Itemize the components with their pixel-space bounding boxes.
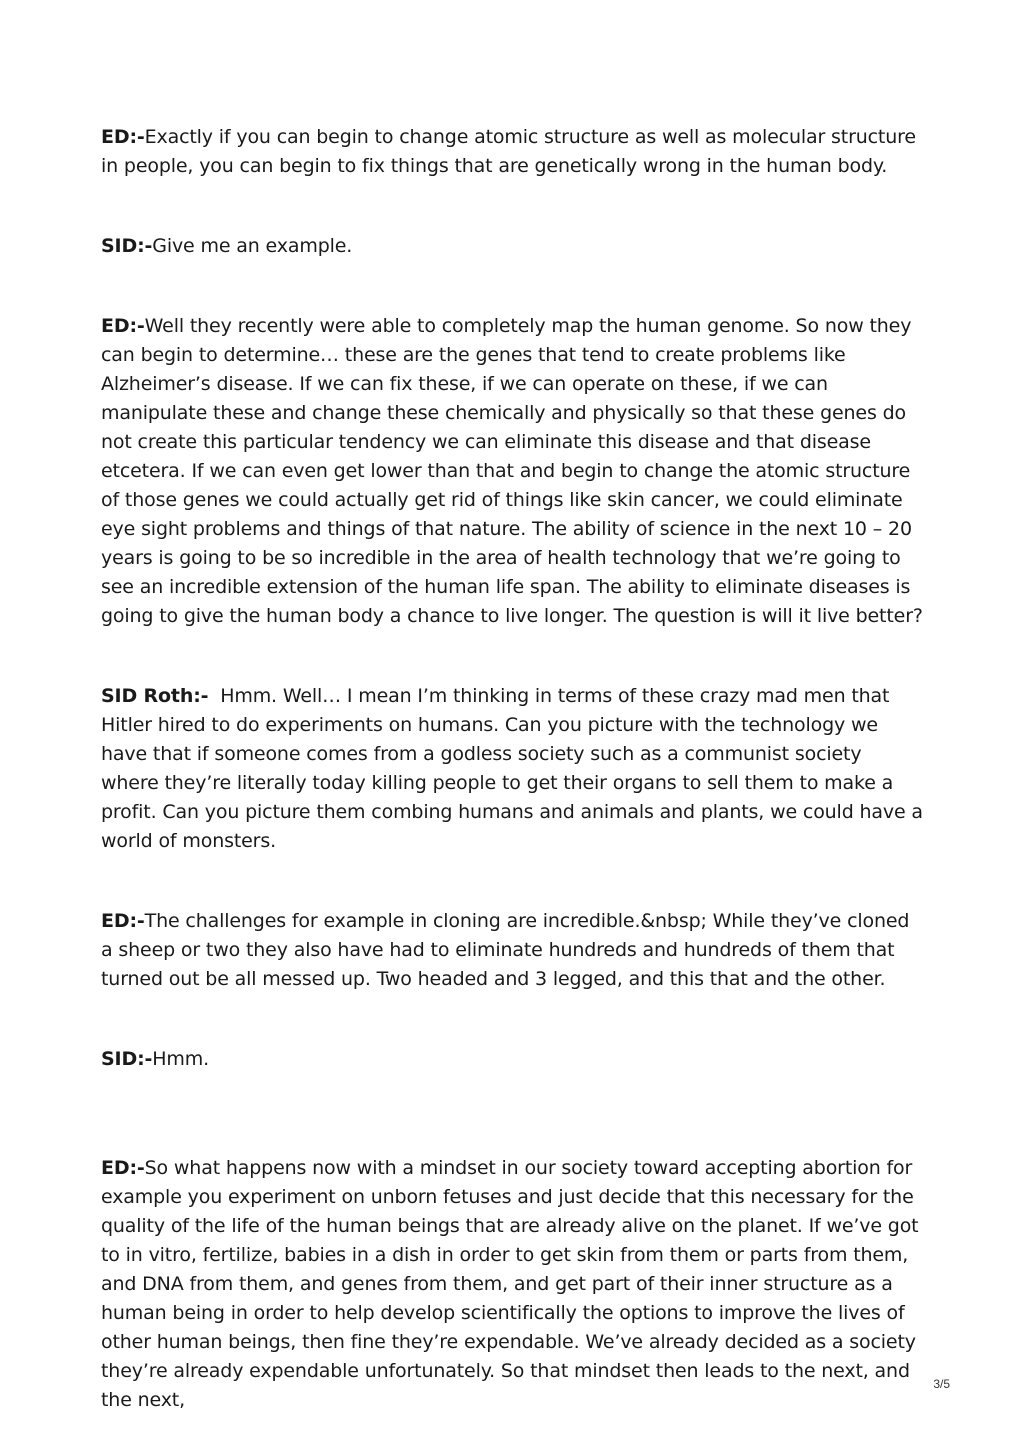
transcript-paragraph	[101, 123, 923, 181]
document-body	[101, 123, 929, 1415]
transcript-paragraph	[101, 1045, 923, 1074]
speaker-label: ED:-	[101, 315, 145, 337]
speaker-label: SID Roth:-	[101, 685, 209, 707]
page-number: 3/5	[933, 1377, 950, 1391]
speaker-label: ED:-	[101, 910, 145, 932]
speaker-label: SID:-	[101, 235, 153, 257]
transcript-paragraph	[101, 1154, 923, 1415]
transcript-paragraph	[101, 907, 923, 994]
speaker-label: ED:-	[101, 1157, 145, 1179]
paragraph-text: The challenges for example in cloning are incredible.&nbsp; While they’ve cloned a sheep or two they also have had to eliminate hundreds and hundreds of them that turned out be all messed up. Two headed and 3 legged, and this that and the other.	[101, 910, 910, 990]
speaker-label: SID:-	[101, 1048, 153, 1070]
speaker-label: ED:-	[101, 126, 145, 148]
paragraph-text: Hmm.	[152, 1048, 210, 1070]
paragraph-text: Exactly if you can begin to change atomic structure as well as molecular structure in people, you can begin to fix things that are genetically wrong in the human body.	[101, 126, 916, 177]
transcript-paragraph	[101, 232, 923, 261]
paragraph-text: So what happens now with a mindset in our society toward accepting abortion for example you experiment on unborn fetuses and just decide that this necessary for the quality of the life of the human beings that are already alive on the planet. If we’ve got to in vitro, fertilize, babies in a dish in order to get skin from them or parts from them, and DNA from them, and genes from them, and get part of their inner structure as a human being in order to help develop scientifically the options to improve the lives of other human beings, then fine they’re expendable. We’ve already decided as a society they’re already expendable unfortunately. So that mindset then leads to the next, and the next,	[101, 1157, 919, 1411]
paragraph-text: Hmm. Well… I mean I’m thinking in terms of these crazy mad men that Hitler hired to do experiments on humans. Can you picture with the technology we have that if someone comes from a godless society such as a communist society where they’re literally today killing people to get their organs to sell them to make a profit. Can you picture them combing humans and animals and plants, we could have a world of monsters.	[101, 685, 929, 852]
paragraph-text: Well they recently were able to completely map the human genome. So now they can begin to determine… these are the genes that tend to create problems like Alzheimer’s disease. If we can fix these, if we can operate on these, if we can manipulate these and change these chemically and physically so that these genes do not create this particular tendency we can eliminate this disease and that disease etcetera. If we can even get lower than that and begin to change the atomic structure of those genes we could actually get rid of things like skin cancer, we could eliminate eye sight problems and things of that nature. The ability of science in the next 10 – 20 years is going to be so incredible in the area of health technology that we’re going to see an incredible extension of the human life span. The ability to eliminate diseases is going to give the human body a chance to live longer. The question is will it live better?	[101, 315, 923, 627]
transcript-paragraph	[101, 682, 929, 856]
transcript-paragraph	[101, 312, 923, 631]
paragraph-text: Give me an example.	[152, 235, 353, 257]
